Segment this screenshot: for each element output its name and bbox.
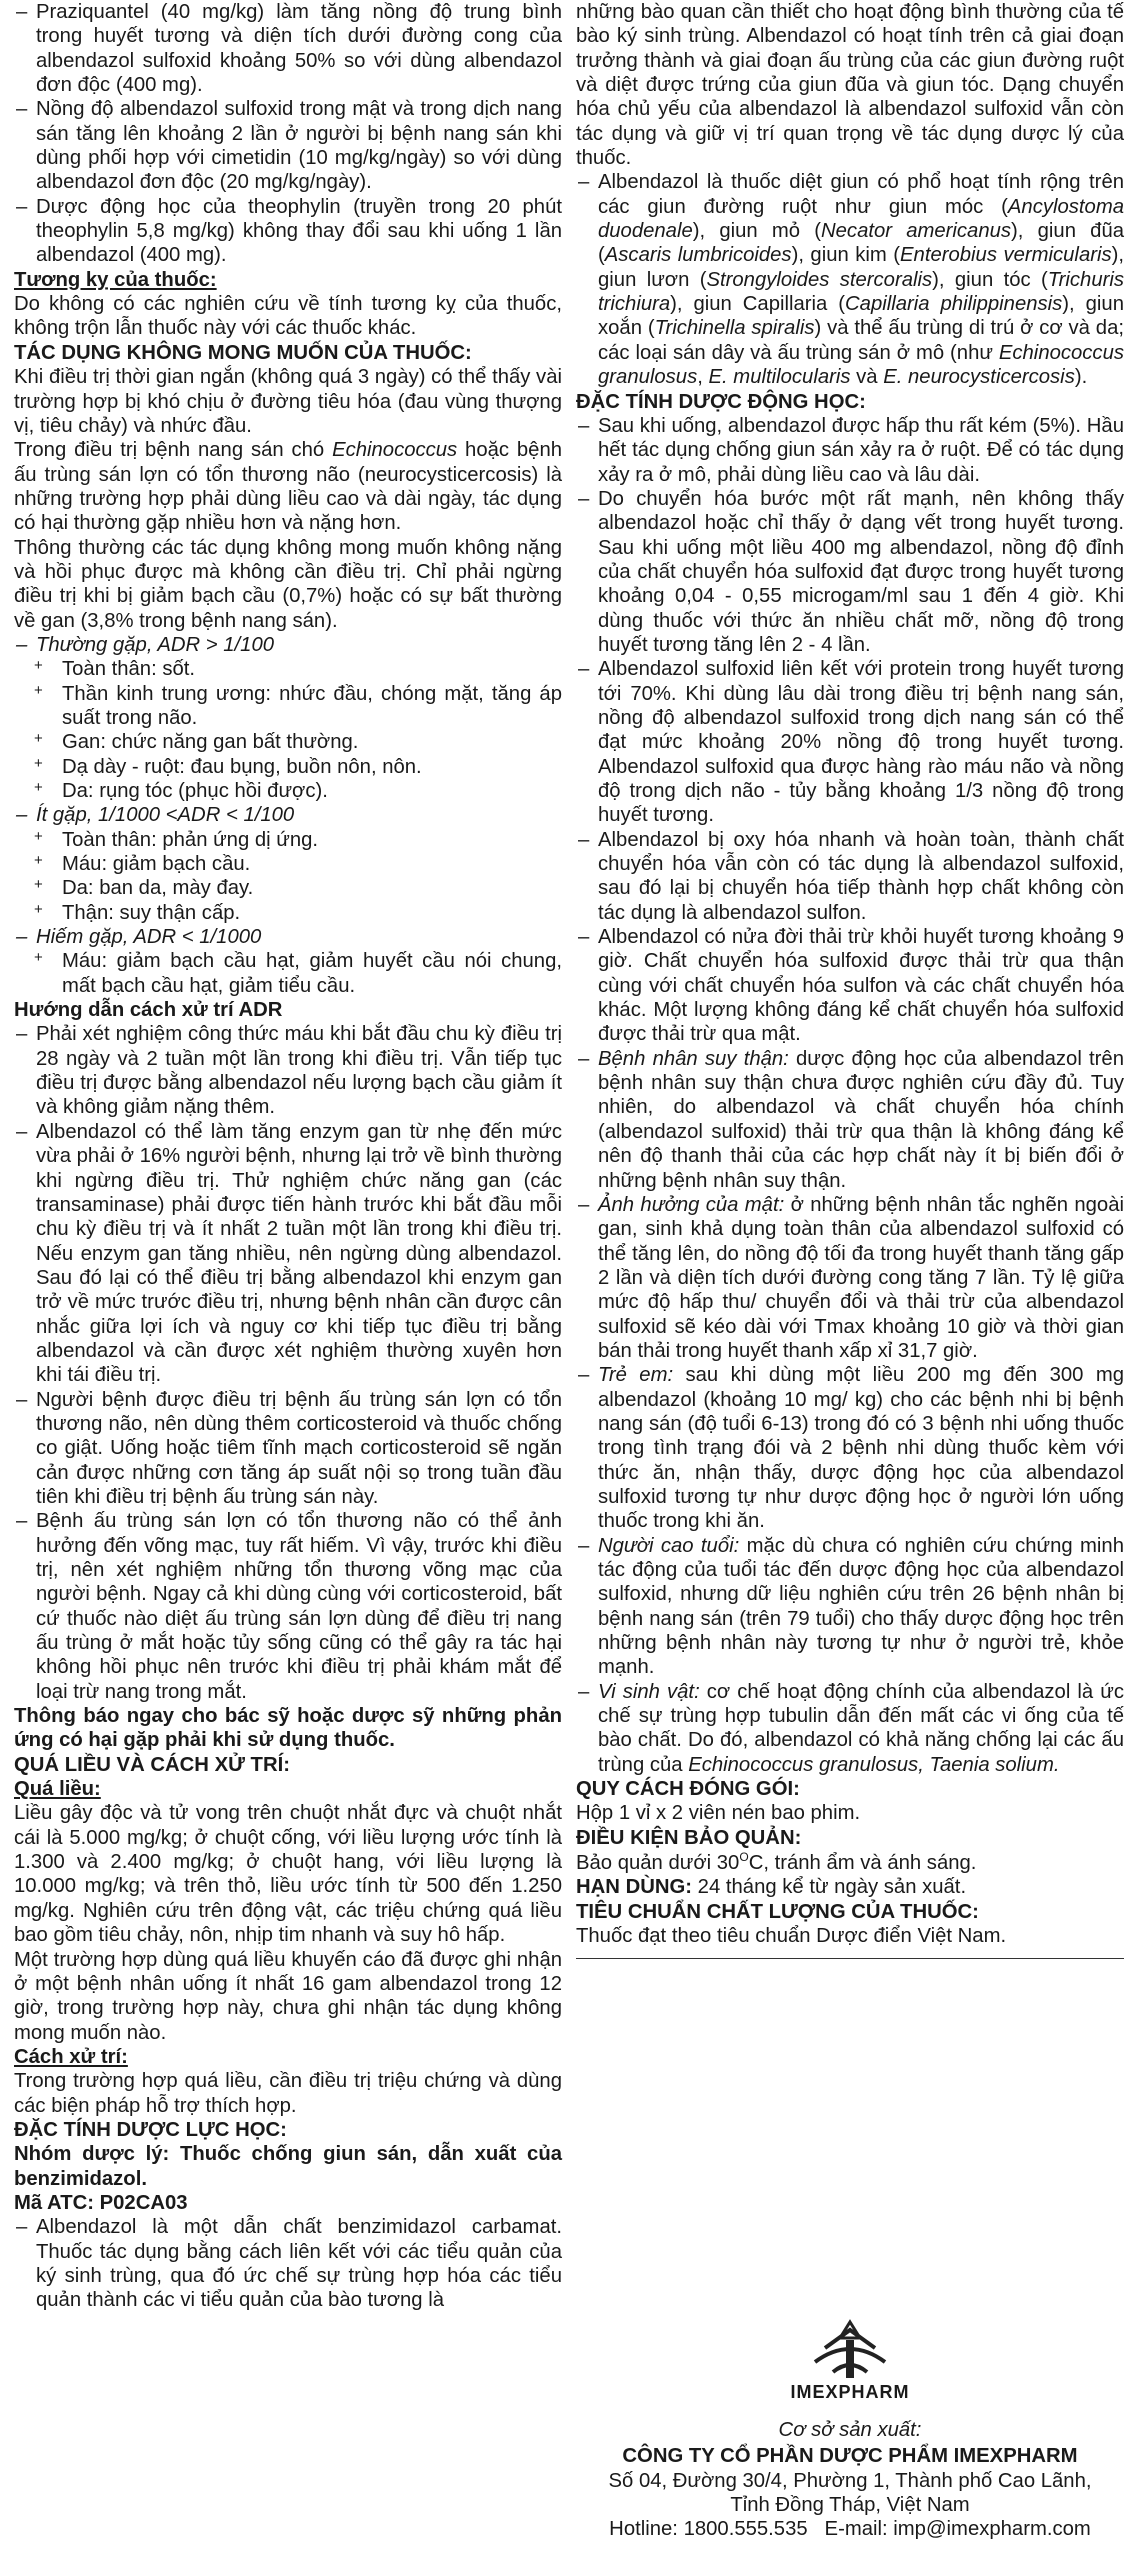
right-block-10: – Trẻ em: sau khi dùng một liều 200 mg đến 300 mg albendazol (khoảng 10 mg/ kg) cho các bệnh nhi bị bệnh nang sán (độ tuổi 6-13) trong đó có 3 bệnh nhi uống thuốc trong tình trạng đói và 2 bệnh nhi dùng thuốc kèm với thức ăn, nhận thấy, dược động học của albendazol sulfoxid tương tự như dược động học ở người lớn uống thuốc trong khi ăn.	[576, 1363, 1124, 1533]
right-block-1: – Albendazol là thuốc diệt giun có phổ hoạt tính rộng trên các giun đường ruột như giun móc (Ancylostoma duodenale), giun mỏ (Necator americanus), giun đũa (Ascaris lumbricoides), giun kim (Enterobius vermicularis), giun lươn (Strongyloides stercoralis), giun tóc (Trichuris trichiura), giun Capillaria (Capillaria philippinensis), giun xoắn (Trichinella spiralis) và thể ấu trùng di trú ở cơ và da; các loại sán dây và ấu trùng sán ở mô (như Echinococcus granulosus, E. multilocularis và E. neurocysticercosis).	[576, 170, 1124, 389]
left-block-36: Mã ATC: P02CA03	[14, 2191, 188, 2214]
right-block-14: Hộp 1 vỉ x 2 viên nén bao phim.	[576, 1802, 861, 1825]
address-line-1: Số 04, Đường 30/4, Phường 1, Thành phố Cao Lãnh,	[608, 2469, 1092, 2492]
left-block-15: – Ít gặp, 1/1000 <ADR < 1/100	[14, 803, 562, 827]
section-divider	[576, 1958, 1124, 1959]
hotline-email: Hotline: 1800.555.535 E-mail: imp@imexpharm.com	[609, 2518, 1091, 2541]
right-block-12: – Vi sinh vật: cơ chế hoạt động chính của albendazol là ức chế sự trùng hợp tubulin dẫn đến mất các vi ống của tế bào chất. Do đó, albendazol có khả năng chống lại các ấu trùng của Echinococcus granulosus, Taenia solium.	[576, 1680, 1124, 1777]
left-block-4: Do không có các nghiên cứu về tính tương kỵ của thuốc, không trộn lẫn thuốc này với các thuốc khác.	[14, 293, 562, 340]
imexpharm-logo-icon	[805, 2318, 895, 2380]
right-block-4: – Do chuyển hóa bước một rất mạnh, nên không thấy albendazol hoặc chỉ thấy ở dạng vết trong huyết tương. Sau khi uống một liều 400 mg albendazol, nồng độ đỉnh của chất chuyển hóa sulfoxid đạt được trong huyết tương khoảng 0,04 - 0,55 microgam/ml sau 1 đến 4 giờ. Khi dùng thuốc với thức ăn nhiều chất mỡ, nồng độ trong huyết tương tăng lên 2 - 4 lần.	[576, 487, 1124, 657]
right-block-7: – Albendazol có nửa đời thải trừ khỏi huyết tương khoảng 9 giờ. Chất chuyển hóa sulfoxid được thải trừ qua thận cùng với chất chuyển hóa sulfon và các chất chuyển hóa khác. Một lượng không đáng kể chất chuyển hóa sulfoxid được thải trừ qua mật.	[576, 925, 1124, 1047]
left-block-31: Một trường hợp dùng quá liều khuyến cáo đã được ghi nhận ở một bệnh nhân uống ít nhất 16 gam albendazol trong 12 giờ, trong trường hợp này, chưa ghi nhận tác dụng không mong muốn nào.	[14, 1948, 562, 2044]
address-line-2: Tỉnh Đồng Tháp, Việt Nam	[730, 2493, 970, 2516]
left-block-26: – Bệnh ấu trùng sán lợn có tổn thương não có thể ảnh hưởng đến võng mạc, tuy rất hiếm. Vì vậy, trước khi điều trị, nên xét nghiệm những tổn thương võng mạc của người bệnh. Ngay cả khi dùng cùng với corticosteroid, bất cứ thuốc nào diệt ấu trùng sán lợn dùng để điều trị nang ấu trùng ở mắt hoặc tủy sống cũng có thể gây ra tác hại không hồi phục nên trước khi điều trị phải khám mắt để loại trừ nang trong mắt.	[14, 1509, 562, 1704]
left-block-20: – Hiếm gặp, ADR < 1/1000	[14, 925, 562, 949]
left-block-14: + Da: rụng tóc (phục hồi được).	[14, 779, 562, 803]
left-block-30: Liều gây độc và tử vong trên chuột nhắt đực và chuột nhắt cái là 5.000 mg/kg; ở chuột cống, với liều lượng ước tính là 1.300 và 2.400 mg/kg; ở chuột hang, với liều lượng là 10.000 mg/kg; và trên thỏ, liều ước tính từ 500 đến 1.250 mg/kg. Nghiên cứu trên động vật, các triệu chứng quá liều bao gồm tiêu chảy, nôn, nhịp tim nhanh và suy hô hấp.	[14, 1802, 562, 1947]
right-block-17: HẠN DÙNG: 24 tháng kể từ ngày sản xuất.	[576, 1876, 967, 1899]
left-block-8: Thông thường các tác dụng không mong muốn không nặng và hồi phục được mà không cần điều trị. Chỉ phải ngừng điều trị khi bị giảm bạch cầu (0,7%) hoặc có sự bất thường về gan (3,8% trong bệnh nang sán).	[14, 536, 562, 632]
left-block-2: – Dược động học của theophylin (truyền trong 20 phút theophylin 5,8 mg/kg) không thay đổi sau khi uống 1 lần albendazol (400 mg).	[14, 195, 562, 268]
right-block-0: những bào quan cần thiết cho hoạt động bình thường của tế bào ký sinh trùng. Albendazol có hoạt tính trên cả giai đoạn trưởng thành và giai đoạn ấu trùng của các giun đường ruột và diệt được trứng của giun đũa và giun tóc. Dạng chuyển hóa chủ yếu của albendazol là albendazol sulfoxid vẫn còn tác dụng và giữ vị trí quan trọng về tác dụng dược lý của thuốc.	[576, 1, 1124, 170]
right-block-19: Thuốc đạt theo tiêu chuẩn Dược điển Việt Nam.	[576, 1924, 1007, 1947]
right-block-2: ĐẶC TÍNH DƯỢC ĐỘNG HỌC:	[576, 390, 866, 413]
right-block-11: – Người cao tuổi: mặc dù chưa có nghiên cứu chứng minh tác động của tuổi tác đến dược động học của albendazol sulfoxid, nhưng dữ liệu nghiên cứu trên 26 bệnh nhân bị bệnh nang sán (trên 79 tuổi) cho thấy dược động học trên những bệnh nhân này tương tự như ở người trẻ, khỏe mạnh.	[576, 1534, 1124, 1680]
right-block-18: TIÊU CHUẨN CHẤT LƯỢNG CỦA THUỐC:	[576, 1900, 979, 1923]
right-block-15: ĐIỀU KIỆN BẢO QUẢN:	[576, 1826, 802, 1849]
left-block-32: Cách xử trí:	[14, 2045, 128, 2068]
left-block-13: + Dạ dày - ruột: đau bụng, buồn nôn, nôn.	[14, 755, 562, 779]
right-block-9: – Ảnh hưởng của mật: ở những bệnh nhân tắc nghẽn ngoài gan, sinh khả dụng toàn thân của albendazol sulfoxid có thể tăng lên, do nồng độ tối đa trong huyết thanh tăng gấp 2 lần và diện tích dưới đường cong tăng 7 lần. Tỷ lệ giữa mức độ hấp thu/ chuyển đổi và thải trừ của albendazol sulfoxid sẽ kéo dài với Tmax khoảng 10 giờ và thời gian bán thải trong huyết thanh xấp xỉ 31,7 giờ.	[576, 1193, 1124, 1363]
left-block-3: Tương kỵ của thuốc:	[14, 268, 217, 291]
left-block-18: + Da: ban da, mày đay.	[14, 876, 562, 900]
left-block-25: – Người bệnh được điều trị bệnh ấu trùng sán lợn có tổn thương não, nên dùng thêm corticosteroid và thuốc chống co giật. Uống hoặc tiêm tĩnh mạch corticosteroid sẽ ngăn cản được những cơn tăng áp suất nội sọ trong tuần đầu tiên khi điều trị bệnh ấu trùng sán này.	[14, 1388, 562, 1510]
left-block-12: + Gan: chức năng gan bất thường.	[14, 730, 562, 754]
left-block-37: – Albendazol là một dẫn chất benzimidazol carbamat. Thuốc tác dụng bằng cách liên kết với các tiểu quản của ký sinh trùng, qua đó ức chế sự trùng hợp hóa các tiểu quản thành các vi tiểu quản của bào tương là	[14, 2215, 562, 2312]
right-block-6: – Albendazol bị oxy hóa nhanh và hoàn toàn, thành chất chuyển hóa vẫn còn có tác dụng là albendazol sulfoxid, sau đó lại bị chuyển hóa tiếp thành hợp chất không còn tác dụng là albendazol sulfon.	[576, 828, 1124, 925]
right-block-3: – Sau khi uống, albendazol được hấp thu rất kém (5%). Hầu hết tác dụng chống giun sán xảy ra ở ruột. Để có tác dụng xảy ra ở mô, phải dùng liều cao và lâu dài.	[576, 414, 1124, 487]
company-name: CÔNG TY CỔ PHẦN DƯỢC PHẨM IMEXPHARM	[622, 2445, 1078, 2468]
left-block-34: ĐẶC TÍNH DƯỢC LỰC HỌC:	[14, 2118, 287, 2141]
left-block-16: + Toàn thân: phản ứng dị ứng.	[14, 828, 562, 852]
left-block-6: Khi điều trị thời gian ngắn (không quá 3 ngày) có thể thấy vài trường hợp bị khó chịu ở đường tiêu hóa (đau vùng thượng vị, tiêu chảy) và nhức đầu.	[14, 366, 562, 437]
right-block-5: – Albendazol sulfoxid liên kết với protein trong huyết tương tới 70%. Khi dùng lâu dài trong điều trị bệnh nang sán, nồng độ albendazol sulfoxid trong dịch nang sán có thể đạt mức khoảng 20% nồng độ trong huyết tương. Albendazol sulfoxid qua được hàng rào máu não và nồng độ trong dịch não - tủy bằng khoảng 1/3 nồng độ trong huyết tương.	[576, 657, 1124, 827]
right-column	[576, 0, 1124, 1959]
left-block-27: Thông báo ngay cho bác sỹ hoặc dược sỹ những phản ứng có hại gặp phải khi sử dụng thuốc.	[14, 1705, 562, 1752]
left-block-35: Nhóm dược lý: Thuốc chống giun sán, dẫn xuất của benzimidazol.	[14, 2143, 562, 2190]
left-block-33: Trong trường hợp quá liều, cần điều trị triệu chứng và dùng các biện pháp hỗ trợ thích hợp.	[14, 2070, 562, 2117]
left-block-24: – Albendazol có thể làm tăng enzym gan từ nhẹ đến mức vừa phải ở 16% người bệnh, nhưng lại trở về bình thường khi ngừng điều trị. Thử nghiệm chức năng gan (các transaminase) phải được tiến hành trước khi bắt đầu mỗi chu kỳ điều trị và ít nhất 2 tuần một lần trong khi điều trị. Nếu enzym gan tăng nhiều, nên ngừng dùng albendazol. Sau đó lại có thể điều trị bằng albendazol khi enzym gan trở về mức trước điều trị, nhưng bệnh nhân cần được cân nhắc giữa lợi ích và nguy cơ khi tiếp tục điều trị bằng albendazol và cần được xét nghiệm thường xuyên hơn khi tái điều trị.	[14, 1120, 562, 1388]
left-block-7: Trong điều trị bệnh nang sán chó Echinococcus hoặc bệnh ấu trùng sán lợn có tổn thương não (neurocysticercosis) là những trường hợp phải dùng liều cao và dài ngày, tác dụng có hại thường gặp nhiều hơn và nặng hơn.	[14, 439, 563, 535]
left-block-9: – Thường gặp, ADR > 1/100	[14, 633, 562, 657]
left-block-10: + Toàn thân: sốt.	[14, 657, 562, 681]
left-block-23: – Phải xét nghiệm công thức máu khi bắt đầu chu kỳ điều trị 28 ngày và 2 tuần một lần trong khi điều trị. Vẫn tiếp tục điều trị được bằng albendazol nếu lượng bạch cầu giảm ít và không giảm nặng thêm.	[14, 1022, 562, 1119]
left-block-0: – Praziquantel (40 mg/kg) làm tăng nồng độ trung bình trong huyết tương và diện tích dưới đường cong của albendazol sulfoxid khoảng 50% so với dùng albendazol đơn độc (400 mg).	[14, 0, 562, 97]
left-block-11: + Thần kinh trung ương: nhức đầu, chóng mặt, tăng áp suất trong não.	[14, 682, 562, 731]
left-block-5: TÁC DỤNG KHÔNG MONG MUỐN CỦA THUỐC:	[14, 341, 472, 364]
right-block-13: QUY CÁCH ĐÓNG GÓI:	[576, 1778, 800, 1801]
left-block-21: + Máu: giảm bạch cầu hạt, giảm huyết cầu nói chung, mất bạch cầu hạt, giảm tiểu cầu.	[14, 949, 562, 998]
left-block-29: Quá liều:	[14, 1778, 101, 1801]
left-block-28: QUÁ LIỀU VÀ CÁCH XỬ TRÍ:	[14, 1753, 290, 1776]
left-column	[14, 0, 562, 2313]
left-block-1: – Nồng độ albendazol sulfoxid trong mật và trong dịch nang sán tăng lên khoảng 2 lần ở người bị bệnh nang sán khi dùng phối hợp với cimetidin (10 mg/kg/ngày) so với dùng albendazol đơn độc (20 mg/kg/ngày).	[14, 97, 562, 194]
left-block-22: Hướng dẫn cách xử trí ADR	[14, 999, 283, 1022]
right-block-8: – Bệnh nhân suy thận: dược động học của albendazol trên bệnh nhân suy thận chưa được nghiên cứu đầy đủ. Tuy nhiên, do albendazol và chất chuyển hóa chính (albendazol sulfoxid) thải trừ qua thận là không đáng kể nên độ thanh thải của các hợp chất này ít bị biến đổi ở những bệnh nhân suy thận.	[576, 1047, 1124, 1193]
manufacturer-label: Cơ sở sản xuất:	[778, 2418, 922, 2441]
manufacturer-block	[576, 2318, 1124, 2542]
left-block-17: + Máu: giảm bạch cầu.	[14, 852, 562, 876]
right-block-16: Bảo quản dưới $30^OC$, tránh ẩm và ánh sáng.	[576, 1850, 977, 1874]
left-block-19: + Thận: suy thận cấp.	[14, 901, 562, 925]
brand-name: IMEXPHARM	[790, 2382, 910, 2403]
